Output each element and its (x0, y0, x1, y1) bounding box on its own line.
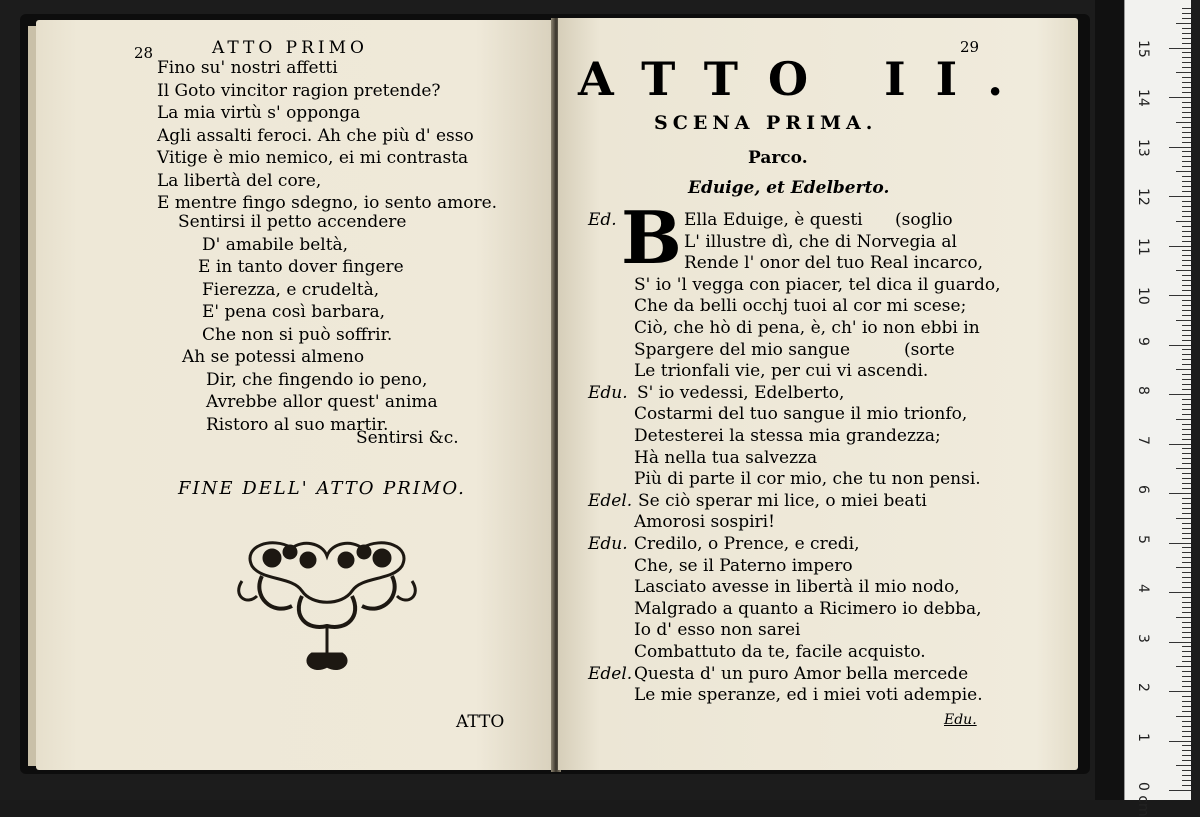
ruler-tick (1182, 87, 1191, 88)
ruler-tick (1182, 241, 1191, 242)
ruler-tick (1182, 275, 1191, 276)
ruler-tick (1176, 567, 1191, 568)
ruler-tick (1182, 290, 1191, 291)
ruler-tick (1169, 790, 1191, 791)
ruler-tick (1182, 572, 1191, 573)
ruler-tick (1182, 429, 1191, 430)
aria-line: Avrebbe allor quest' anima (206, 392, 438, 412)
ruler-tick (1182, 483, 1191, 484)
dialogue-line: Lasciato avesse in libertà il mio nodo, (634, 577, 960, 598)
ruler-tick (1176, 617, 1191, 618)
ruler-tick (1182, 602, 1191, 603)
ruler-tick (1182, 552, 1191, 553)
ruler-tick (1182, 335, 1191, 336)
ruler-label: 9 (1135, 336, 1151, 346)
ruler-tick (1182, 533, 1191, 534)
ruler-tick (1176, 468, 1191, 469)
ruler-tick (1182, 562, 1191, 563)
ruler-tick (1182, 231, 1191, 232)
ruler-tick (1169, 246, 1191, 247)
ruler-tick (1182, 340, 1191, 341)
ruler-tick (1169, 147, 1191, 148)
ruler-tick (1182, 453, 1191, 454)
dialogue-line: Questa d' un puro Amor bella mercede (634, 663, 969, 684)
ruler-tick (1169, 295, 1191, 296)
dialogue-line: Hà nella tua salvezza (634, 447, 818, 468)
dialogue-line: L' illustre dì, che di Norvegia al (684, 231, 957, 252)
aria-line: Dir, che fingendo io peno, (206, 369, 428, 390)
ruler-tick (1182, 577, 1191, 578)
ruler-tick (1182, 582, 1191, 583)
ruler-tick (1182, 731, 1191, 732)
ruler-tick (1182, 557, 1191, 558)
page-edges (28, 26, 36, 766)
ruler-tick (1176, 518, 1191, 519)
ruler-tick (1182, 607, 1191, 608)
aria-line: E' pena così barbara, (202, 302, 386, 322)
ruler-tick (1182, 627, 1191, 628)
ruler-tick (1169, 493, 1191, 494)
ruler-tick (1182, 57, 1191, 58)
ruler-tick (1182, 107, 1191, 108)
ruler-tick (1182, 206, 1191, 207)
verse-line: E mentre fingo sdegno, io sento amore. (157, 193, 498, 213)
ruler-tick (1182, 478, 1191, 479)
speaker-label: Edel. (588, 663, 633, 684)
ruler-tick (1182, 632, 1191, 633)
ruler-tick (1169, 691, 1191, 692)
right-catchword: Edu. (944, 712, 977, 728)
ruler-tick (1182, 503, 1191, 504)
ruler-tick (1182, 721, 1191, 722)
dark-mat (1095, 0, 1125, 800)
ruler-tick (1169, 97, 1191, 98)
ruler-tick (1182, 547, 1191, 548)
ruler-tick (1182, 52, 1191, 53)
ruler-tick (1182, 8, 1191, 9)
ruler-tick (1182, 28, 1191, 29)
ruler-tick (1182, 260, 1191, 261)
ruler-tick (1182, 211, 1191, 212)
ruler-tick (1182, 755, 1191, 756)
dialogue-line: S' io vedessi, Edelberto, (637, 382, 845, 403)
ruler-tick (1182, 760, 1191, 761)
ruler-label: 13 (1135, 138, 1151, 157)
ruler-tick (1182, 681, 1191, 682)
ruler-tick (1182, 166, 1191, 167)
ruler-tick (1182, 424, 1191, 425)
ruler-tick (1182, 236, 1191, 237)
ruler-tick (1182, 181, 1191, 182)
dialogue-line: S' io 'l vegga con piacer, tel dica il guardo, (634, 274, 1001, 295)
ruler-tick (1182, 538, 1191, 539)
aria-line: Che non si può soffrir. (202, 324, 393, 345)
ruler-tick (1182, 349, 1191, 350)
ruler-tick (1182, 706, 1191, 707)
ruler-tick (1182, 265, 1191, 266)
ruler-tick (1182, 18, 1191, 19)
ruler-tick (1182, 701, 1191, 702)
ruler-tick (1182, 676, 1191, 677)
ruler-label: 4 (1135, 584, 1151, 593)
ruler-tick (1182, 127, 1191, 128)
ruler-tick (1182, 622, 1191, 623)
ruler-label: 12 (1135, 188, 1151, 206)
act-title: ATTO II. (578, 52, 1034, 106)
ruler-label: 10 (1135, 287, 1151, 305)
ruler-tick (1182, 414, 1191, 415)
dialogue-line: Ella Eduige, è questi (soglio (684, 210, 953, 230)
aria-line: E in tanto dover fingere (198, 257, 404, 277)
ruler-tick (1182, 137, 1191, 138)
aria-line: Ah se potessi almeno (182, 347, 365, 367)
ruler-tick (1182, 325, 1191, 326)
ruler-label: 0 cm (1135, 782, 1151, 817)
left-page-number: 28 (134, 44, 154, 62)
ruler-tick (1182, 280, 1191, 281)
ruler-tick (1176, 369, 1191, 370)
ruler-tick (1182, 745, 1191, 746)
ruler-tick (1182, 661, 1191, 662)
ruler-tick (1182, 13, 1191, 14)
ruler-tick (1182, 508, 1191, 509)
scene-setting: Parco. (748, 148, 808, 168)
verse-line: La libertà del core, (157, 170, 322, 191)
da-capo: Sentirsi &c. (356, 428, 459, 448)
scene-heading: SCENA PRIMA. (654, 112, 878, 134)
ruler-tick (1182, 686, 1191, 687)
ruler-tick (1182, 117, 1191, 118)
right-page-number: 29 (960, 38, 980, 56)
dialogue-line: Spargere del mio sangue (sorte (634, 339, 955, 360)
ruler-tick (1182, 176, 1191, 177)
ruler-tick (1182, 696, 1191, 697)
ruler-label: 3 (1135, 633, 1151, 643)
ruler-tick (1182, 637, 1191, 638)
ruler-tick (1182, 458, 1191, 459)
ruler-label: 6 (1135, 485, 1151, 494)
ruler-tick (1182, 359, 1191, 360)
speaker-label: Edel. (588, 490, 633, 511)
ruler-tick (1176, 171, 1191, 172)
dialogue-line: Rende l' onor del tuo Real incarco, (684, 253, 983, 274)
ruler-tick (1176, 270, 1191, 271)
aria-line: Sentirsi il petto accendere (178, 212, 407, 232)
ruler-tick (1182, 473, 1191, 474)
ruler-tick (1182, 315, 1191, 316)
ruler-tick (1169, 444, 1191, 445)
ruler-tick (1182, 374, 1191, 375)
ruler-tick (1182, 513, 1191, 514)
dialogue-line: Amorosi sospiri! (634, 512, 775, 533)
speaker-label: Ed. (588, 210, 617, 230)
ruler-tick (1169, 394, 1191, 395)
ruler-tick (1182, 201, 1191, 202)
ruler-label: 1 (1135, 732, 1151, 742)
aria-line: Ristoro al suo martir. (206, 414, 389, 435)
ruler-tick (1182, 646, 1191, 647)
speaker-label: Edu. (588, 382, 628, 403)
ruler-tick (1182, 597, 1191, 598)
ruler-tick (1182, 379, 1191, 380)
verse-line: Vitige è mio nemico, ei mi contrasta (157, 148, 469, 168)
ruler-tick (1182, 112, 1191, 113)
dialogue-line: Più di parte il cor mio, che tu non pensi. (634, 469, 981, 490)
dialogue-line: Ciò, che hò di pena, è, ch' io non ebbi in (634, 318, 980, 338)
ruler-tick (1176, 23, 1191, 24)
ruler-tick (1182, 439, 1191, 440)
verse-line: Fino su' nostri affetti (157, 58, 338, 78)
ruler-tick (1182, 434, 1191, 435)
ruler-tick (1176, 122, 1191, 123)
ruler-tick (1176, 666, 1191, 667)
ruler-tick (1182, 151, 1191, 152)
ruler-tick (1182, 409, 1191, 410)
ruler-tick (1182, 587, 1191, 588)
ruler-tick (1182, 161, 1191, 162)
ruler-tick (1182, 300, 1191, 301)
ruler-tick (1182, 711, 1191, 712)
ruler-tick (1182, 770, 1191, 771)
dialogue-line: Malgrado a quanto a Ricimero io debba, (634, 598, 982, 619)
ruler-tick (1176, 765, 1191, 766)
ruler-tick (1169, 345, 1191, 346)
ruler-tick (1182, 671, 1191, 672)
ruler-tick (1182, 255, 1191, 256)
ruler-tick (1176, 221, 1191, 222)
ruler-tick (1169, 741, 1191, 742)
ruler-tick (1169, 196, 1191, 197)
ruler-label: 7 (1135, 435, 1151, 445)
dialogue-line: Io d' esso non sarei (634, 620, 801, 641)
ruler-tick (1182, 226, 1191, 227)
dialogue-line: Che, se il Paterno impero (634, 555, 853, 576)
ruler-tick (1182, 330, 1191, 331)
ruler-tick (1169, 48, 1191, 49)
ruler-tick (1182, 488, 1191, 489)
ruler-tick (1182, 285, 1191, 286)
ruler-tick (1182, 656, 1191, 657)
ruler-tick (1182, 364, 1191, 365)
ruler-tick (1182, 216, 1191, 217)
drop-cap: B (621, 195, 682, 280)
ruler-tick (1182, 651, 1191, 652)
ruler-tick (1182, 33, 1191, 34)
ruler-tick (1182, 463, 1191, 464)
dialogue-line: Costarmi del tuo sangue il mio trionfo, (634, 404, 968, 425)
aria-line: Fierezza, e crudeltà, (202, 279, 380, 300)
ruler-tick (1182, 389, 1191, 390)
ruler-tick (1169, 642, 1191, 643)
ruler-tick (1182, 102, 1191, 103)
ruler-tick (1182, 186, 1191, 187)
ruler-label: 2 (1135, 683, 1151, 692)
ruler-tick (1182, 142, 1191, 143)
dialogue-line: Le mie speranze, ed i miei voti adempie. (634, 685, 983, 706)
scene-characters: Eduige, et Edelberto. (688, 178, 890, 198)
ruler-tick (1182, 448, 1191, 449)
left-catchword: ATTO (456, 712, 505, 732)
ruler-tick (1182, 528, 1191, 529)
ruler-tick (1182, 726, 1191, 727)
dialogue-line: Le trionfali vie, per cui vi ascendi. (634, 361, 929, 382)
ruler-tick (1176, 419, 1191, 420)
ruler-tick (1176, 320, 1191, 321)
ruler-tick (1182, 354, 1191, 355)
ruler-tick (1182, 156, 1191, 157)
ruler-tick (1182, 736, 1191, 737)
ruler-tick (1182, 612, 1191, 613)
aria-line: D' amabile beltà, (202, 234, 349, 255)
ruler-label: 5 (1135, 534, 1151, 544)
ruler-tick (1182, 780, 1191, 781)
ruler-tick (1182, 305, 1191, 306)
fine-atto: FINE DELL' ATTO PRIMO. (178, 478, 466, 499)
dialogue-line: Combattuto da te, facile acquisto. (634, 642, 926, 662)
ruler-tick (1176, 716, 1191, 717)
ruler-label: 8 (1135, 386, 1151, 395)
ruler-tick (1182, 310, 1191, 311)
dialogue-line: Credilo, o Prence, e credi, (634, 534, 860, 554)
running-head: ATTO PRIMO (212, 38, 368, 58)
ruler-tick (1182, 132, 1191, 133)
verse-line: Il Goto vincitor ragion pretende? (157, 80, 441, 101)
ruler-label: 11 (1135, 237, 1151, 256)
verse-line: La mia virtù s' opponga (157, 103, 361, 123)
ruler-tick (1182, 785, 1191, 786)
ruler-tick (1182, 77, 1191, 78)
ruler-tick (1182, 250, 1191, 251)
dialogue-line: Se ciò sperar mi lice, o miei beati (638, 490, 927, 511)
measuring-ruler (1124, 0, 1191, 817)
ruler-tick (1182, 523, 1191, 524)
dialogue-line: Detesterei la stessa mia grandezza; (634, 426, 941, 446)
ruler-tick (1182, 399, 1191, 400)
verse-line: Agli assalti feroci. Ah che più d' esso (157, 125, 474, 146)
ruler-tick (1182, 43, 1191, 44)
ruler-tick (1182, 38, 1191, 39)
ruler-tick (1169, 592, 1191, 593)
ruler-tick (1182, 498, 1191, 499)
ruler-label: 14 (1135, 89, 1151, 107)
ornament-icon (232, 536, 422, 676)
ruler-tick (1182, 384, 1191, 385)
ruler-tick (1182, 750, 1191, 751)
ruler-tick (1182, 92, 1191, 93)
ruler-tick (1182, 404, 1191, 405)
ruler-tick (1182, 82, 1191, 83)
speaker-label: Edu. (588, 534, 628, 554)
ruler-tick (1182, 62, 1191, 63)
ruler-tick (1169, 543, 1191, 544)
dialogue-line: Che da belli occhj tuoi al cor mi scese; (634, 296, 967, 317)
ruler-tick (1176, 72, 1191, 73)
ruler-tick (1182, 67, 1191, 68)
ruler-tick (1182, 191, 1191, 192)
ruler-tick (1182, 775, 1191, 776)
ruler-label: 15 (1135, 39, 1151, 58)
